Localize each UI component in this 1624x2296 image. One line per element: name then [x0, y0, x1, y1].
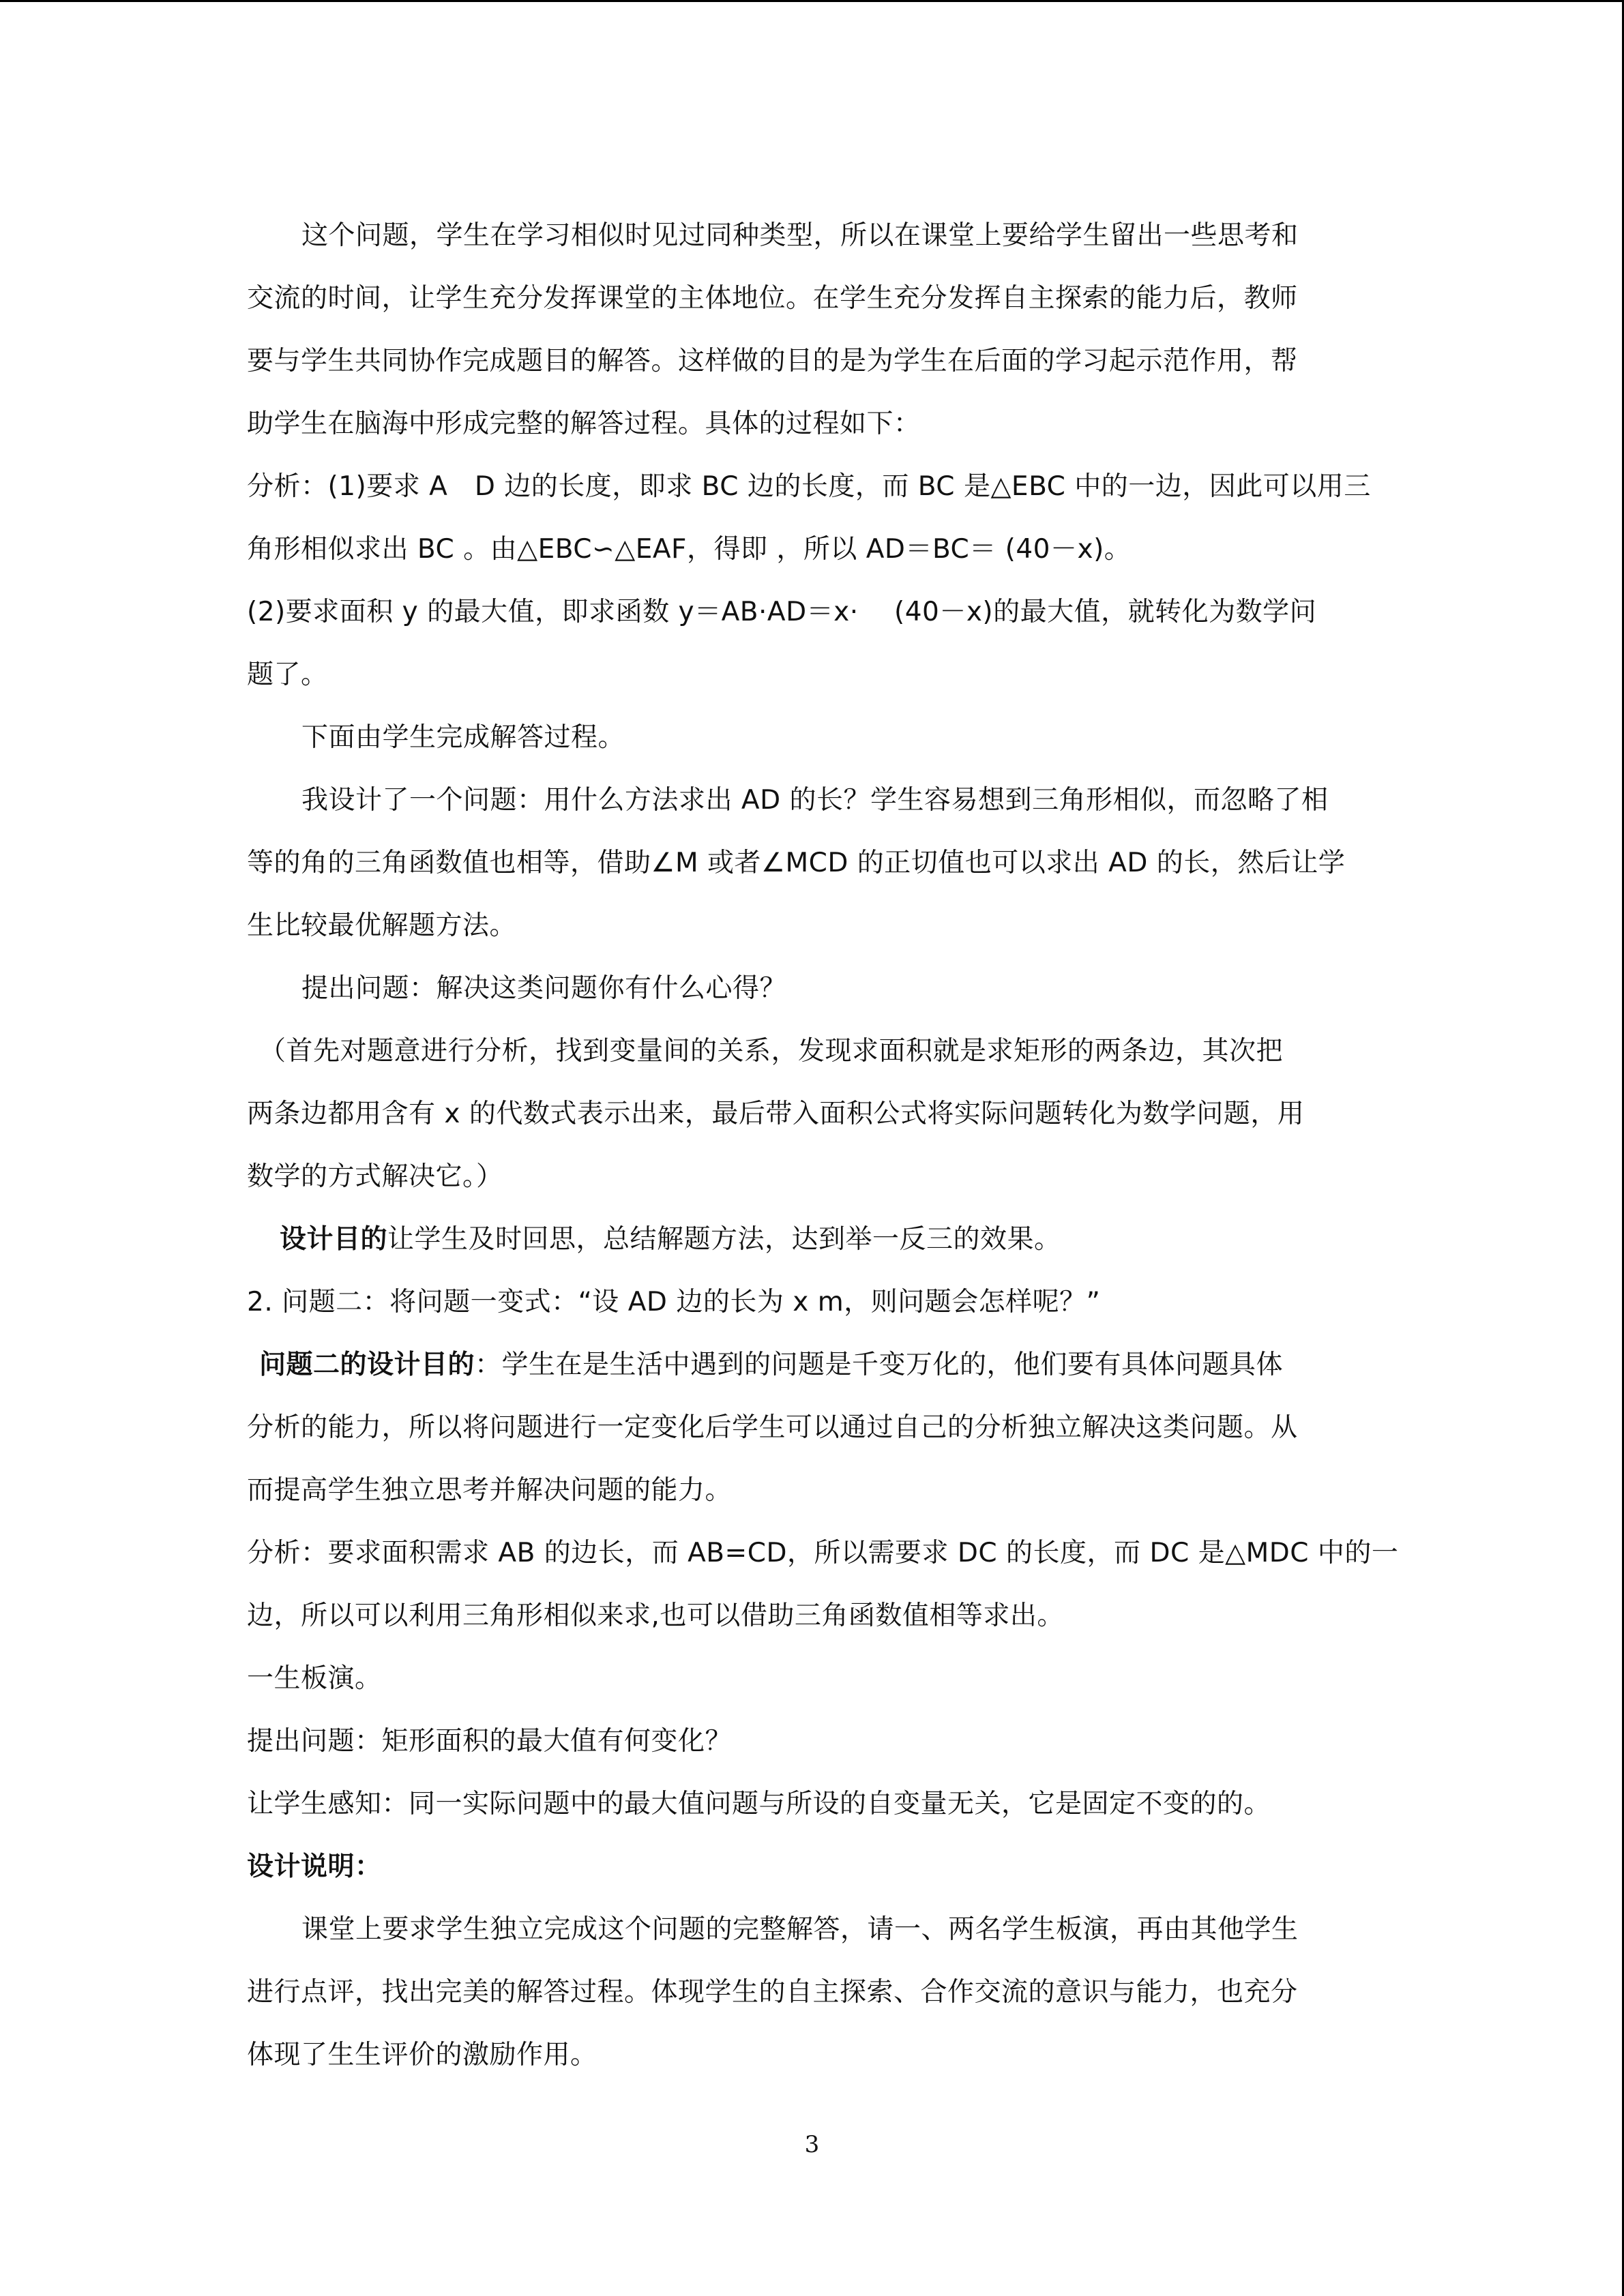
question-two-purpose-label: 问题二的设计目的 [259, 1350, 475, 1380]
analysis-line: (2)要求面积 y 的最大值，即求函数 y＝AB·AD＝x· (40－x)的最大值，就转化为数学问 [247, 597, 1317, 627]
paragraph-line: 下面由学生完成解答过程。 [301, 722, 625, 753]
paragraph-line: （首先对题意进行分析，找到变量间的关系，发现求面积就是求矩形的两条边，其次把 [259, 1036, 1284, 1067]
paragraph-line: 助学生在脑海中形成完整的解答过程。具体的过程如下： [247, 408, 921, 439]
paragraph-line: 体现了生生评价的激励作用。 [247, 2040, 597, 2070]
paragraph-line: 交流的时间，让学生充分发挥课堂的主体地位。在学生充分发挥自主探索的能力后，教师 [247, 283, 1298, 314]
paragraph-line: 数学的方式解决它。） [247, 1161, 503, 1192]
paragraph-line: 提出问题：解决这类问题你有什么心得？ [301, 973, 787, 1004]
analysis-line: 边，所以可以利用三角形相似来求,也可以借助三角函数值相等求出。 [247, 1600, 1064, 1631]
paragraph-line: 课堂上要求学生独立完成这个问题的完整解答，请一、两名学生板演，再由其他学生 [301, 1914, 1299, 1945]
analysis-line: 题了。 [247, 659, 328, 690]
paragraph-line: 提出问题：矩形面积的最大值有何变化？ [247, 1726, 733, 1757]
paragraph-line: 一生板演。 [247, 1663, 382, 1694]
paragraph-line: 等的角的三角函数值也相等，借助∠M 或者∠MCD 的正切值也可以求出 AD 的长，然后让学 [247, 848, 1346, 878]
design-purpose-label: 设计目的 [280, 1224, 388, 1255]
paragraph-line: 让学生感知：同一实际问题中的最大值问题与所设的自变量无关，它是固定不变的的。 [247, 1789, 1271, 1819]
paragraph-line: 两条边都用含有 x 的代数式表示出来，最后带入面积公式将实际问题转化为数学问题，用 [247, 1099, 1305, 1129]
analysis-line: 分析：要求面积需求 AB 的边长，而 AB=CD，所以需要求 DC 的长度，而 DC 是△MDC 中的一 [247, 1538, 1399, 1568]
page-top-border [0, 0, 1624, 2]
question-two-purpose-line [247, 1334, 1379, 1397]
paragraph-line: 而提高学生独立思考并解决问题的能力。 [247, 1475, 733, 1506]
paragraph-line: 生比较最优解题方法。 [247, 910, 517, 941]
paragraph-line: 这个问题，学生在学习相似时见过同种类型，所以在课堂上要给学生留出一些思考和 [301, 220, 1299, 251]
design-note-heading: 设计说明： [247, 1851, 382, 1882]
paragraph-line: 分析的能力，所以将问题进行一定变化后学生可以通过自己的分析独立解决这类问题。从 [247, 1412, 1298, 1443]
question-two-purpose-text: ：学生在是生活中遇到的问题是千变万化的，他们要有具体问题具体 [475, 1350, 1284, 1380]
document-body [247, 205, 1399, 2087]
paragraph-line: 要与学生共同协作完成题目的解答。这样做的目的是为学生在后面的学习起示范作用，帮 [247, 346, 1298, 376]
analysis-line: 分析：(1)要求 A D 边的长度，即求 BC 边的长度，而 BC 是△EBC 中的一边，因此可以用三 [247, 471, 1371, 502]
page-number: 3 [804, 2131, 820, 2158]
design-purpose-line [247, 1208, 1379, 1271]
question-two-line: 2. 问题二：将问题一变式：“设 AD 边的长为 x m，则问题会怎样呢？” [247, 1287, 1101, 1317]
paragraph-line: 我设计了一个问题：用什么方法求出 AD 的长？学生容易想到三角形相似，而忽略了相 [301, 785, 1329, 816]
paragraph-line: 进行点评，找出完美的解答过程。体现学生的自主探索、合作交流的意识与能力，也充分 [247, 1977, 1298, 2008]
analysis-line: 角形相似求出 BC 。由△EBC∽△EAF，得即 ，所以 AD＝BC＝ (40－x)。 [247, 534, 1132, 565]
design-purpose-text: 让学生及时回思，总结解题方法，达到举一反三的效果。 [387, 1224, 1061, 1255]
